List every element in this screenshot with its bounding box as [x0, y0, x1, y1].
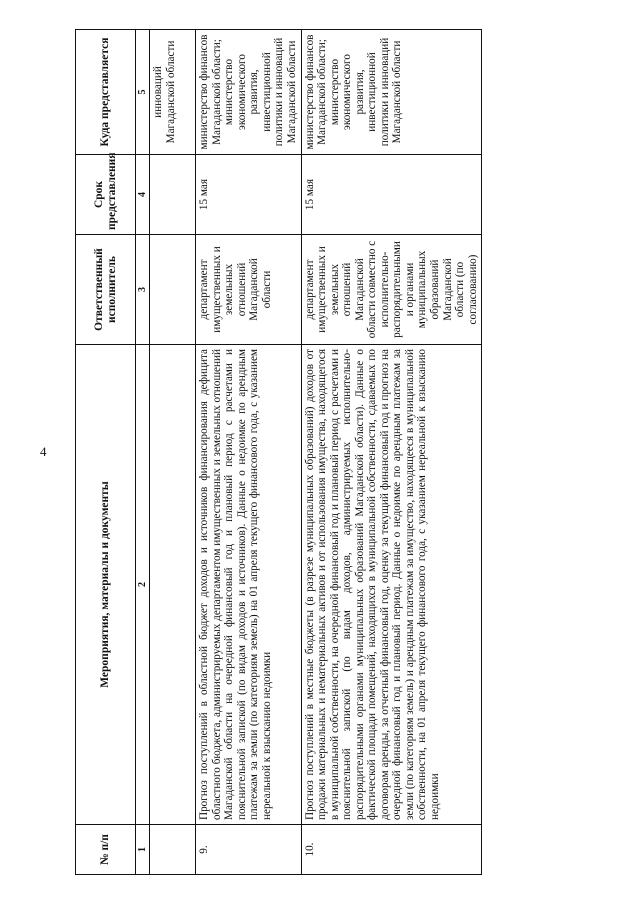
page-number: 4 [40, 444, 47, 459]
cell-measures: Прогноз поступлений в местные бюджеты (в разрезе муниципальных образований) доходов от продажи материальных и нематериальных активов и от использования имущества, находящегося в муниципальной собственности, на очередной финансовый год и плановый период с расчетами и пояснительной запиской (по видам доходов, администрируемых исполнительно-распорядительными органами муниципальных образований Магаданской области). Данные о фактической площади помещений, находящихся в муниципальной собственности, сдаваемых по договорам аренды, за отчетный финансовый год, оценку за текущий финансовый год и прогноз на очередной финансовый год и плановый период. Данные о недоимке по арендным платежам за земли (по категориям земель) и арендным платежам за имущество, находящееся в муниципальной собственности, на 01 апреля текущего финансового года, с указанием нереальной к взысканию недоимки [301, 345, 482, 825]
table-row-continuation [150, 30, 196, 875]
cell-measures: Прогноз поступлений в областной бюджет доходов и источников финансирования дефицита областного бюджета, администрируемых департаментом имущественных и земельных отношений Магаданской области на очередной финансовый год и плановый период с расчетами и пояснительной запиской (по видам доходов и источников). Данные о недоимке по арендным платежам за земли (по категориям земель) на 01 апреля текущего финансового года, с указанием нереальной к взысканию недоимки [196, 345, 301, 825]
cell-num [150, 825, 196, 875]
cell-recipient: инноваций Магаданской области [150, 30, 196, 155]
column-index: 2 [136, 345, 150, 825]
cell-num: 9. [196, 825, 301, 875]
column-index-row [136, 30, 150, 875]
table-header-row [76, 30, 136, 875]
cell-executor: департамент имущественных и земельных отношений Магаданской области совместно с исполнительно-распорядительными и органами муниципальных образований Магаданской области (по согласованию) [301, 235, 482, 345]
column-index: 4 [136, 155, 150, 235]
column-index: 3 [136, 235, 150, 345]
cell-deadline: 15 мая [301, 155, 482, 235]
header-deadline: Срок представления [76, 155, 136, 235]
cell-deadline [150, 155, 196, 235]
header-recipient: Куда представляется [76, 30, 136, 155]
cell-recipient: министерство финансов Магаданской области; министерство экономического развития, инвестиционной политики и инноваций Магаданской области [196, 30, 301, 155]
rotated-page-content [75, 30, 615, 875]
cell-executor: департамент имущественных и земельных отношений Магаданской области [196, 235, 301, 345]
measures-table [75, 29, 482, 875]
cell-measures [150, 345, 196, 825]
header-num: № п/п [76, 825, 136, 875]
cell-num: 10. [301, 825, 482, 875]
column-index: 5 [136, 30, 150, 155]
cell-recipient: министерство финансов Магаданской области; министерство экономического развития, инвестиционной политики и инноваций Магаданской области [301, 30, 482, 155]
header-measures: Мероприятия, материалы и документы [76, 345, 136, 825]
column-index: 1 [136, 825, 150, 875]
cell-executor [150, 235, 196, 345]
table-row [196, 30, 301, 875]
header-executor: Ответственный исполнитель [76, 235, 136, 345]
cell-deadline: 15 мая [196, 155, 301, 235]
table-row [301, 30, 482, 875]
